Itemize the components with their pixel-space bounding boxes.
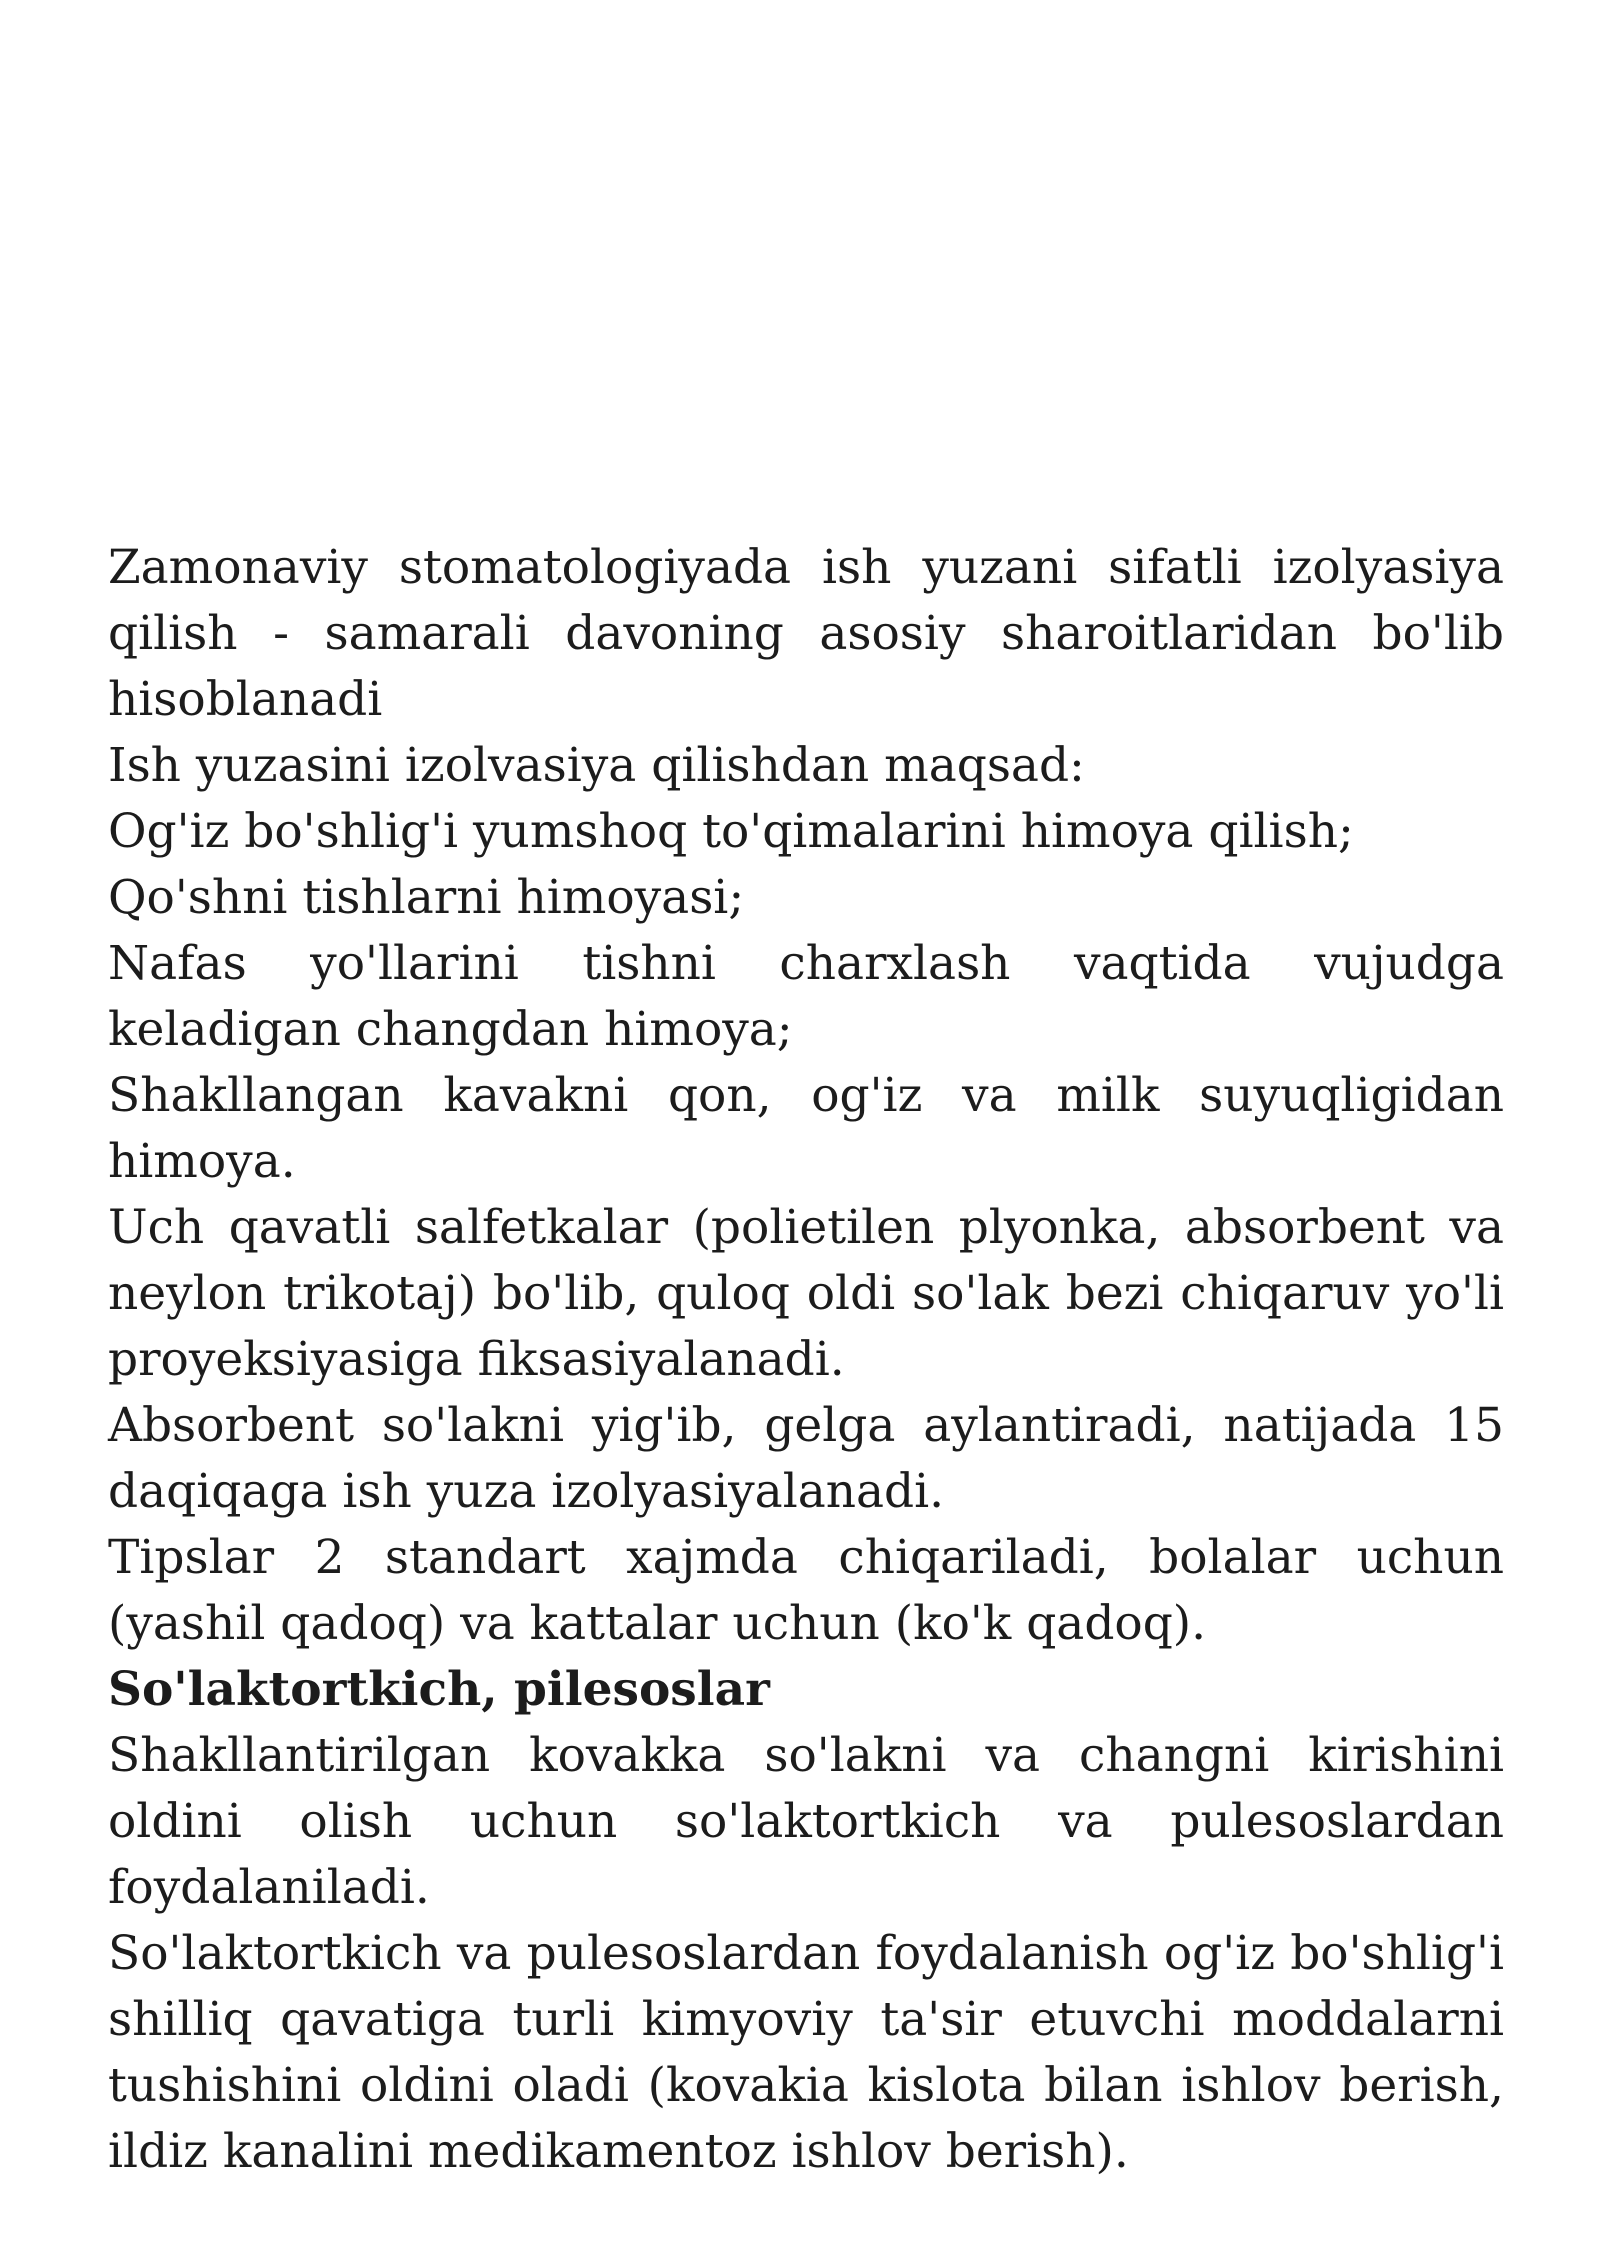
paragraph-tips: Tipslar 2 standart xajmda chiqariladi, bolalar uchun (yashil qadoq) va kattalar uchun (ko'k qadoq). [108, 1530, 1504, 1651]
paragraph-absorbent: Absorbent so'lakni yig'ib, gelga aylantiradi, natijada 15 daqiqaga ish yuza izolyasiyalanadi. [108, 1398, 1504, 1519]
section-heading: So'laktortkich, pilesoslar [108, 1662, 770, 1717]
paragraph-airways: Nafas yo'llarini tishni charxlash vaqtida vujudga keladigan changdan himoya; [108, 936, 1504, 1057]
paragraph-adjacent-teeth: Qo'shni tishlarni himoyasi; [108, 870, 745, 925]
paragraph-usage: So'laktortkich va pulesoslardan foydalanish og'iz bo'shlig'i shilliq qavatiga turli kimyoviy ta'sir etuvchi moddalarni tushishini oldini oladi (kovakia kislota bilan ishlov berish, ildiz kanalini medikamentoz ishlov berish). [108, 1926, 1504, 2179]
document-page [108, 535, 1504, 2185]
paragraph-cavity: Shakllangan kavakni qon, og'iz va milk suyuqligidan himoya. [108, 1068, 1504, 1189]
paragraph-saliva-ejector: Shakllantirilgan kovakka so'lakni va changni kirishini oldini olish uchun so'laktortkich va pulesoslardan foydalaniladi. [108, 1728, 1504, 1915]
paragraph-intro: Zamonaviy stomatologiyada ish yuzani sifatli izolyasiya qilish - samarali davoning asosiy sharoitlaridan bo'lib hisoblanadi [108, 540, 1504, 727]
paragraph-soft-tissue: Og'iz bo'shlig'i yumshoq to'qimalarini himoya qilish; [108, 804, 1354, 859]
paragraph-purpose-title: Ish yuzasini izolvasiya qilishdan maqsad: [108, 738, 1085, 793]
paragraph-napkins: Uch qavatli salfetkalar (polietilen plyonka, absorbent va neylon trikotaj) bo'lib, quloq oldi so'lak bezi chiqaruv yo'li proyeksiyasiga fiksasiyalanadi. [108, 1200, 1504, 1387]
